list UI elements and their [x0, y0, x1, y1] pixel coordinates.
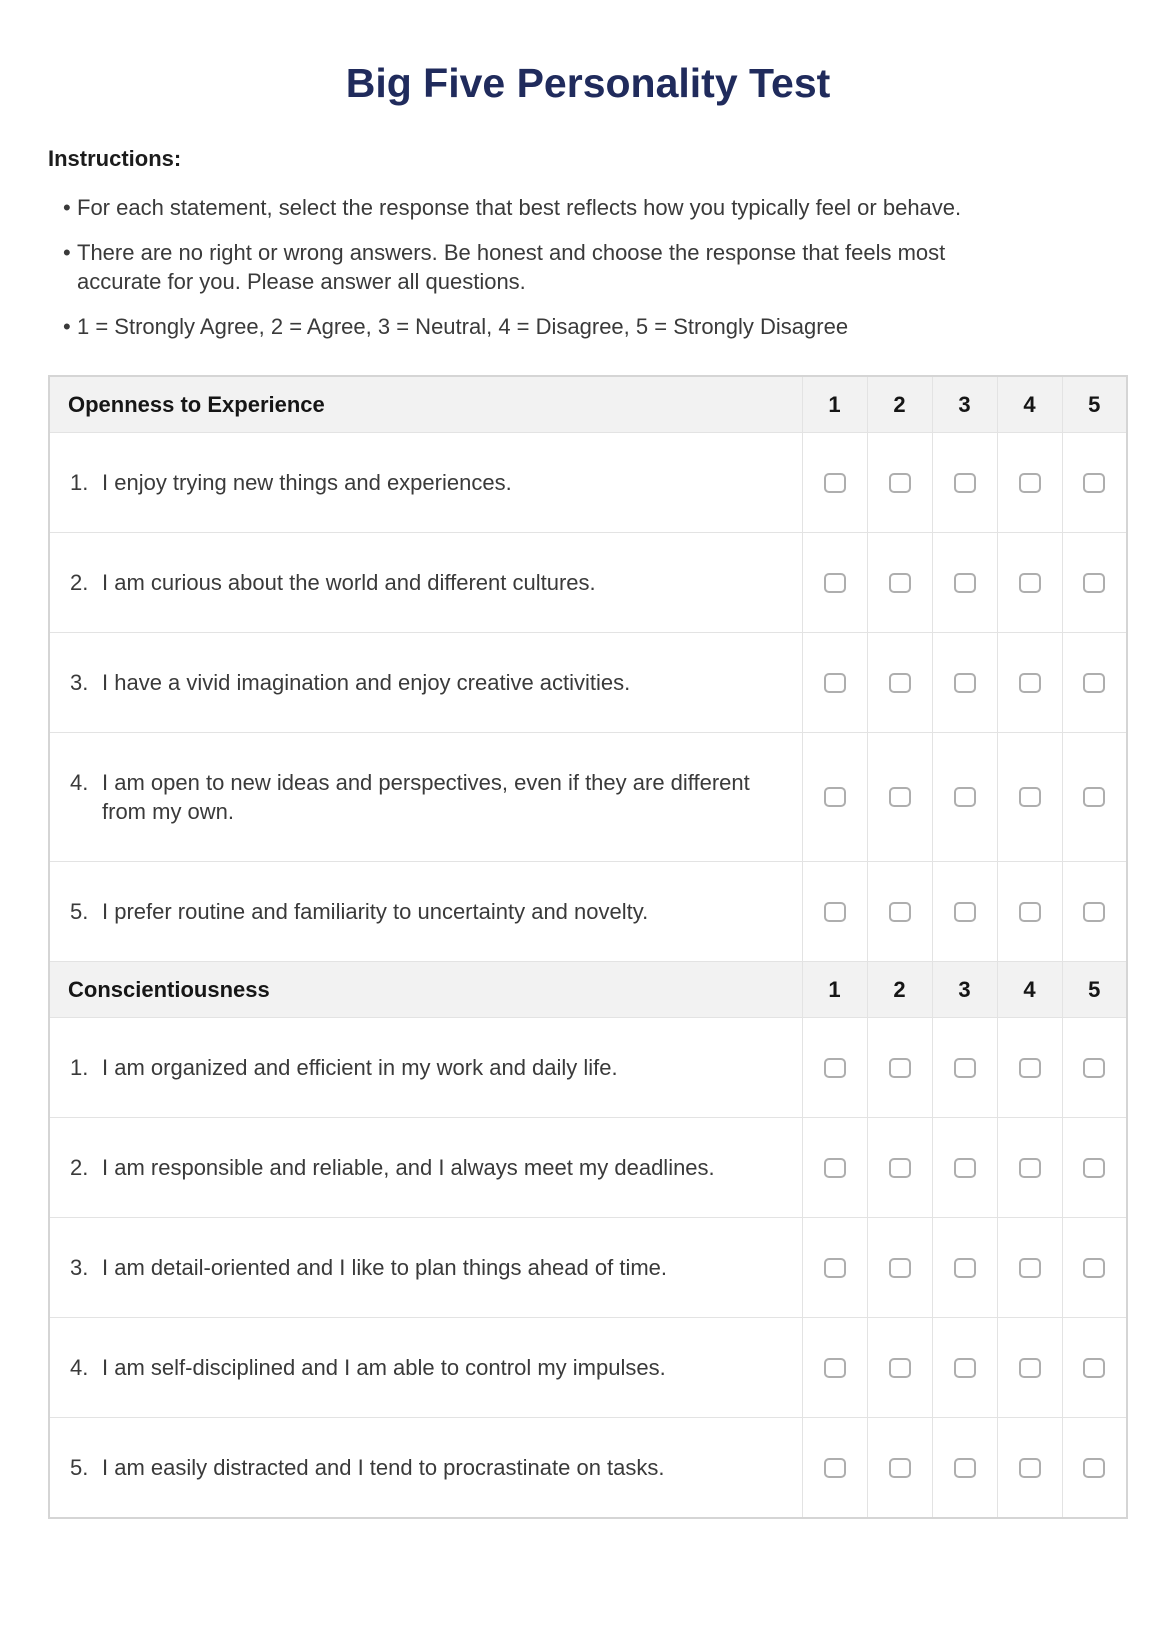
response-cell — [867, 433, 932, 533]
question-row — [49, 433, 1127, 533]
response-cell — [932, 1418, 997, 1519]
response-checkbox[interactable] — [889, 1158, 911, 1178]
scale-column-header: 2 — [867, 962, 932, 1018]
response-checkbox[interactable] — [1019, 573, 1041, 593]
response-cell — [932, 1018, 997, 1118]
response-cell — [997, 862, 1062, 962]
scale-column-header: 5 — [1062, 376, 1127, 433]
question-cell — [49, 633, 802, 733]
question-text: I am organized and efficient in my work and daily life. — [102, 1055, 618, 1080]
response-checkbox[interactable] — [889, 1258, 911, 1278]
response-cell — [802, 533, 867, 633]
response-cell — [802, 1218, 867, 1318]
question-row — [49, 733, 1127, 862]
response-checkbox[interactable] — [1083, 1158, 1105, 1178]
response-checkbox[interactable] — [1019, 1058, 1041, 1078]
question-number: 4. — [70, 1355, 89, 1380]
response-cell — [1062, 533, 1127, 633]
response-cell — [1062, 1218, 1127, 1318]
response-cell — [997, 633, 1062, 733]
response-cell — [802, 1018, 867, 1118]
response-checkbox[interactable] — [1083, 573, 1105, 593]
response-checkbox[interactable] — [824, 473, 846, 493]
response-checkbox[interactable] — [889, 1358, 911, 1378]
question-row — [49, 1318, 1127, 1418]
response-checkbox[interactable] — [954, 1458, 976, 1478]
question-number: 5. — [70, 899, 89, 924]
response-checkbox[interactable] — [954, 1358, 976, 1378]
response-checkbox[interactable] — [1083, 473, 1105, 493]
question-number: 3. — [70, 670, 89, 695]
response-checkbox[interactable] — [1083, 1258, 1105, 1278]
page-title: Big Five Personality Test — [345, 60, 831, 106]
section-header-row — [49, 962, 1127, 1018]
response-cell — [802, 1318, 867, 1418]
response-cell — [1062, 1418, 1127, 1519]
response-cell — [997, 533, 1062, 633]
instruction-text: For each statement, select the response that best reflects how you typically feel or behave. — [77, 195, 962, 220]
response-checkbox[interactable] — [824, 902, 846, 922]
response-checkbox[interactable] — [824, 573, 846, 593]
response-checkbox[interactable] — [954, 473, 976, 493]
question-cell — [49, 433, 802, 533]
response-checkbox[interactable] — [954, 902, 976, 922]
section-title: Conscientiousness — [49, 962, 802, 1018]
response-checkbox[interactable] — [889, 473, 911, 493]
response-cell — [997, 433, 1062, 533]
response-cell — [802, 862, 867, 962]
question-cell — [49, 862, 802, 962]
question-text: I am open to new ideas and perspectives, even if they are different from my own. — [102, 770, 750, 824]
response-checkbox[interactable] — [954, 1158, 976, 1178]
bullet-icon: • — [63, 195, 71, 220]
question-text: I am detail-oriented and I like to plan things ahead of time. — [102, 1255, 668, 1280]
question-cell — [49, 1218, 802, 1318]
question-number: 5. — [70, 1455, 89, 1480]
scale-column-header: 4 — [997, 376, 1062, 433]
response-checkbox[interactable] — [889, 902, 911, 922]
question-row — [49, 533, 1127, 633]
question-cell — [49, 1418, 802, 1519]
response-cell — [867, 633, 932, 733]
scale-column-header: 3 — [932, 962, 997, 1018]
response-checkbox[interactable] — [954, 673, 976, 693]
response-checkbox[interactable] — [954, 573, 976, 593]
question-number: 2. — [70, 570, 89, 595]
bullet-icon: • — [63, 240, 71, 265]
response-cell — [867, 1018, 932, 1118]
question-number: 2. — [70, 1155, 89, 1180]
response-cell — [802, 1418, 867, 1519]
question-row — [49, 1018, 1127, 1118]
question-row — [49, 1418, 1127, 1519]
response-cell — [932, 1318, 997, 1418]
response-checkbox[interactable] — [1019, 473, 1041, 493]
response-checkbox[interactable] — [889, 673, 911, 693]
response-cell — [867, 1418, 932, 1519]
response-checkbox[interactable] — [1019, 673, 1041, 693]
response-cell — [932, 862, 997, 962]
response-checkbox[interactable] — [824, 1158, 846, 1178]
question-text: I have a vivid imagination and enjoy creative activities. — [102, 670, 631, 695]
scale-column-header: 1 — [802, 376, 867, 433]
scale-column-header: 5 — [1062, 962, 1127, 1018]
response-cell — [1062, 1118, 1127, 1218]
question-text: I enjoy trying new things and experiences. — [102, 470, 512, 495]
scale-column-header: 1 — [802, 962, 867, 1018]
response-cell — [867, 862, 932, 962]
response-cell — [1062, 862, 1127, 962]
instruction-item — [48, 193, 1128, 222]
response-cell — [932, 633, 997, 733]
response-checkbox[interactable] — [954, 787, 976, 807]
response-checkbox[interactable] — [1083, 1058, 1105, 1078]
questionnaire-table — [48, 375, 1128, 1519]
question-text: I prefer routine and familiarity to uncertainty and novelty. — [102, 899, 649, 924]
response-checkbox[interactable] — [824, 1358, 846, 1378]
instruction-text: There are no right or wrong answers. Be honest and choose the response that feels most accurate for you. Please answer all questions. — [77, 240, 946, 294]
response-cell — [997, 1318, 1062, 1418]
response-cell — [932, 533, 997, 633]
response-cell — [802, 1118, 867, 1218]
response-checkbox[interactable] — [889, 1058, 911, 1078]
bullet-icon: • — [63, 314, 71, 339]
instruction-text: 1 = Strongly Agree, 2 = Agree, 3 = Neutral, 4 = Disagree, 5 = Strongly Disagree — [77, 314, 849, 339]
instruction-item — [48, 238, 1128, 296]
question-row — [49, 1118, 1127, 1218]
response-checkbox[interactable] — [824, 787, 846, 807]
instructions-list — [48, 193, 1128, 341]
response-cell — [1062, 1318, 1127, 1418]
response-cell — [932, 433, 997, 533]
question-number: 4. — [70, 770, 89, 795]
response-cell — [802, 633, 867, 733]
response-checkbox[interactable] — [1019, 1458, 1041, 1478]
question-cell — [49, 533, 802, 633]
question-cell — [49, 1018, 802, 1118]
question-text: I am curious about the world and different cultures. — [102, 570, 596, 595]
response-checkbox[interactable] — [954, 1258, 976, 1278]
instructions-heading: Instructions: — [48, 146, 182, 171]
section-title: Openness to Experience — [49, 376, 802, 433]
scale-column-header: 2 — [867, 376, 932, 433]
question-number: 1. — [70, 470, 89, 495]
response-cell — [867, 1218, 932, 1318]
response-checkbox[interactable] — [1083, 1358, 1105, 1378]
response-checkbox[interactable] — [1019, 787, 1041, 807]
response-checkbox[interactable] — [889, 1458, 911, 1478]
question-text: I am easily distracted and I tend to procrastinate on tasks. — [102, 1455, 665, 1480]
response-checkbox[interactable] — [824, 673, 846, 693]
response-cell — [997, 1018, 1062, 1118]
response-cell — [997, 1218, 1062, 1318]
scale-column-header: 3 — [932, 376, 997, 433]
question-number: 3. — [70, 1255, 89, 1280]
response-cell — [997, 733, 1062, 862]
question-cell — [49, 1318, 802, 1418]
response-cell — [802, 433, 867, 533]
scale-column-header: 4 — [997, 962, 1062, 1018]
response-checkbox[interactable] — [824, 1458, 846, 1478]
response-cell — [1062, 1018, 1127, 1118]
response-checkbox[interactable] — [1019, 902, 1041, 922]
question-cell — [49, 733, 802, 862]
response-cell — [932, 1218, 997, 1318]
response-cell — [1062, 433, 1127, 533]
response-checkbox[interactable] — [889, 787, 911, 807]
response-cell — [867, 1318, 932, 1418]
response-checkbox[interactable] — [824, 1258, 846, 1278]
question-row — [49, 1218, 1127, 1318]
response-cell — [997, 1118, 1062, 1218]
response-cell — [1062, 733, 1127, 862]
response-cell — [1062, 633, 1127, 733]
question-text: I am self-disciplined and I am able to control my impulses. — [102, 1355, 666, 1380]
response-checkbox[interactable] — [954, 1058, 976, 1078]
response-checkbox[interactable] — [1019, 1158, 1041, 1178]
response-checkbox[interactable] — [1019, 1358, 1041, 1378]
response-cell — [997, 1418, 1062, 1519]
question-text: I am responsible and reliable, and I always meet my deadlines. — [102, 1155, 715, 1180]
response-checkbox[interactable] — [1083, 1458, 1105, 1478]
response-checkbox[interactable] — [1083, 673, 1105, 693]
question-number: 1. — [70, 1055, 89, 1080]
response-cell — [802, 733, 867, 862]
response-cell — [932, 733, 997, 862]
section-header-row — [49, 376, 1127, 433]
response-cell — [867, 733, 932, 862]
response-checkbox[interactable] — [889, 573, 911, 593]
response-cell — [867, 533, 932, 633]
question-row — [49, 862, 1127, 962]
instruction-item — [48, 312, 1128, 341]
response-checkbox[interactable] — [1083, 787, 1105, 807]
question-row — [49, 633, 1127, 733]
response-checkbox[interactable] — [1083, 902, 1105, 922]
question-cell — [49, 1118, 802, 1218]
response-cell — [932, 1118, 997, 1218]
response-checkbox[interactable] — [1019, 1258, 1041, 1278]
response-cell — [867, 1118, 932, 1218]
response-checkbox[interactable] — [824, 1058, 846, 1078]
